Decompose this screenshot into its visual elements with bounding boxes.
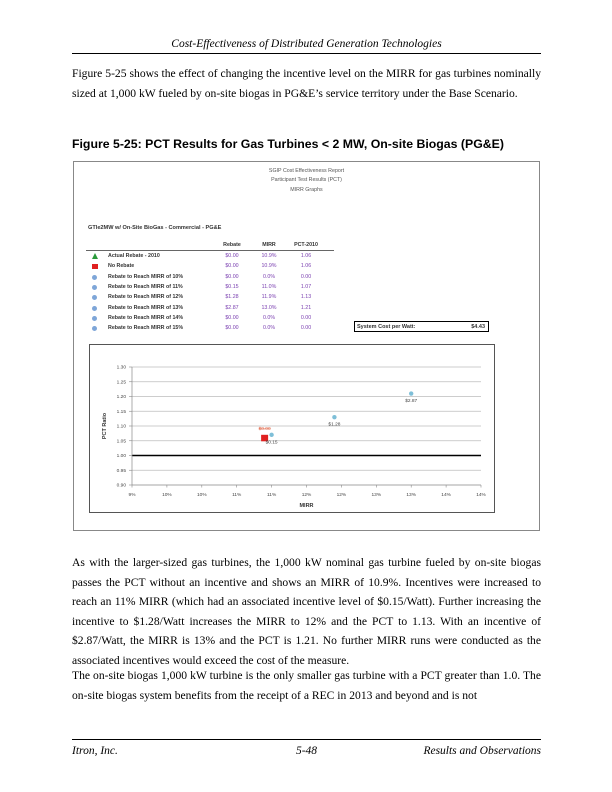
mirr-value: 10.9% <box>261 253 277 259</box>
figure-title-line-1: SGIP Cost Effectiveness Report <box>268 168 345 174</box>
mirr-value: 11.0% <box>261 283 277 290</box>
col-header-pct: PCT-2010 <box>294 242 318 248</box>
figure-title-line-3: MIRR Graphs <box>290 187 323 193</box>
pct-value: 0.00 <box>300 314 312 321</box>
table-row <box>86 274 346 284</box>
paragraph-conclusion: The on-site biogas 1,000 kW turbine is the only smaller gas turbine with a PCT greater than 1.0. The on-site biogas system benefits from the receipt of a REC in 2013 and beyond and is not <box>72 669 541 702</box>
svg-text:13%: 13% <box>406 493 417 498</box>
svg-text:0.95: 0.95 <box>116 468 126 474</box>
blue-dot-icon <box>92 316 97 321</box>
pct-value: 1.06 <box>300 263 312 270</box>
svg-text:1.00: 1.00 <box>116 454 126 460</box>
mirr-value: 0.0% <box>262 273 276 280</box>
svg-text:0.90: 0.90 <box>116 483 126 489</box>
scenario-subtitle: GTle2MW w/ On-Site BioGas - Commercial - PG&E <box>88 225 222 231</box>
pct-mirr-scatter-chart <box>90 345 494 512</box>
svg-text:12%: 12% <box>301 493 312 498</box>
system-cost-box <box>354 321 489 332</box>
header-rule <box>72 53 541 54</box>
blue-dot-icon <box>409 391 413 395</box>
rebate-value: $2.87 <box>225 304 239 311</box>
rebate-value: $0.00 <box>225 253 239 259</box>
figure-title-line-2: Participant Test Results (PCT) <box>271 177 342 183</box>
svg-text:14%: 14% <box>441 493 451 498</box>
x-axis-label: MIRR <box>299 503 314 509</box>
figure-caption: Figure 5-25: PCT Results for Gas Turbines < 2 MW, On-site Biogas (PG&E) <box>72 137 504 151</box>
system-cost-label: System Cost per Watt: <box>357 323 416 330</box>
mirr-value: 10.9% <box>261 263 277 270</box>
blue-dot-icon <box>92 285 97 290</box>
figure-frame <box>73 161 540 531</box>
table-row <box>86 325 346 335</box>
row-label: No Rebate <box>108 263 135 270</box>
svg-text:13%: 13% <box>371 493 382 498</box>
rebate-value: $0.00 <box>225 314 239 321</box>
pct-value: 0.00 <box>300 273 312 280</box>
svg-text:11%: 11% <box>232 493 242 498</box>
footer-right: Results and Observations <box>423 745 541 757</box>
footer-rule <box>72 739 541 740</box>
svg-text:12%: 12% <box>336 493 347 498</box>
svg-text:1.05: 1.05 <box>116 439 126 445</box>
table-row <box>86 253 346 263</box>
x-tick-labels <box>129 492 487 498</box>
paragraph-discussion: As with the larger-sized gas turbines, the 1,000 kW nominal gas turbine fueled by on-site biogas passes the PCT without an incentive and shows an MIRR of 10.9%. Incentives were increased to reach an 11% MIRR (which had an associated incentive level of $0.15/Watt). Further increasing the incentive to $1.28/Watt increases the MIRR to 12% and the PCT to 1.13. With an incentive of $2.87/Watt, the MIRR is 13% and the PCT is 1.21. No further MIRR runs were conducted as the associated incentives would exceed the cost of the measure. <box>72 556 541 667</box>
blue-dot-icon <box>92 295 97 300</box>
mirr-value: 0.0% <box>262 314 276 321</box>
table-row <box>86 294 346 304</box>
rebate-value: $0.15 <box>225 283 239 290</box>
rebate-value: $1.28 <box>225 294 239 301</box>
svg-text:1.30: 1.30 <box>116 365 126 371</box>
chart-frame <box>89 344 495 513</box>
row-label: Rebate to Reach MIRR of 15% <box>108 325 184 332</box>
svg-text:10%: 10% <box>196 493 207 498</box>
svg-text:$1.28: $1.28 <box>328 422 341 428</box>
mirr-value: 13.0% <box>261 304 277 311</box>
running-header: Cost-Effectiveness of Distributed Generation Technologies <box>171 38 442 50</box>
mirr-value: 0.0% <box>262 325 276 332</box>
blue-dot-icon <box>332 415 336 419</box>
pct-value: 1.06 <box>300 253 312 259</box>
table-header-rule <box>86 250 334 251</box>
svg-text:1.10: 1.10 <box>116 424 126 430</box>
blue-dot-icon <box>92 275 97 280</box>
row-label: Rebate to Reach MIRR of 11% <box>108 283 183 290</box>
paragraph-intro: Figure 5-25 shows the effect of changing the incentive level on the MIRR for gas turbines nominally sized at 1,000 kW fueled by on-site biogas in PG&E’s service territory under the Base Scenario. <box>72 67 541 100</box>
svg-text:9%: 9% <box>128 493 136 498</box>
svg-text:10%: 10% <box>162 493 172 498</box>
svg-text:1.25: 1.25 <box>116 380 126 386</box>
rebate-value: $0.00 <box>225 263 239 270</box>
table-row <box>86 284 346 294</box>
svg-text:11%: 11% <box>266 493 277 498</box>
svg-text:$0.00: $0.00 <box>258 426 271 432</box>
col-header-mirr: MIRR <box>262 242 276 248</box>
svg-text:14%: 14% <box>476 493 486 498</box>
red-square-icon <box>92 264 98 269</box>
pct-value: 0.00 <box>300 325 312 332</box>
table-row <box>86 263 346 273</box>
footer-left: Itron, Inc. <box>72 745 118 757</box>
rebate-value: $0.00 <box>225 325 239 332</box>
row-label: Rebate to Reach MIRR of 13% <box>108 304 184 311</box>
blue-dot-icon <box>92 326 97 331</box>
row-label: Rebate to Reach MIRR of 12% <box>108 294 184 301</box>
y-axis-label: PCT Ratio <box>102 412 108 440</box>
row-label: Actual Rebate - 2010 <box>108 253 160 259</box>
blue-dot-icon <box>92 306 97 311</box>
chart-gridlines <box>129 367 481 488</box>
system-cost-value: $4.43 <box>471 323 485 330</box>
y-tick-labels <box>117 365 127 489</box>
svg-text:$2.87: $2.87 <box>405 399 418 405</box>
mirr-value: 11.9% <box>261 294 277 301</box>
blue-dot-icon <box>269 433 273 437</box>
pct-value: 1.21 <box>300 304 312 311</box>
rebate-value: $0.00 <box>225 273 239 280</box>
pct-value: 1.13 <box>300 294 312 301</box>
results-table <box>86 242 336 332</box>
footer-page-number: 5-48 <box>295 745 318 757</box>
row-label: Rebate to Reach MIRR of 10% <box>108 273 184 280</box>
green-triangle-icon <box>92 253 98 259</box>
col-header-rebate: Rebate <box>223 242 241 248</box>
svg-text:1.15: 1.15 <box>116 409 126 415</box>
table-row <box>86 305 346 315</box>
row-label: Rebate to Reach MIRR of 14% <box>108 314 184 321</box>
svg-text:$0.15: $0.15 <box>265 440 278 446</box>
table-row <box>86 315 346 325</box>
pct-value: 1.07 <box>300 283 312 290</box>
svg-text:1.20: 1.20 <box>116 395 126 401</box>
data-points <box>259 391 418 445</box>
